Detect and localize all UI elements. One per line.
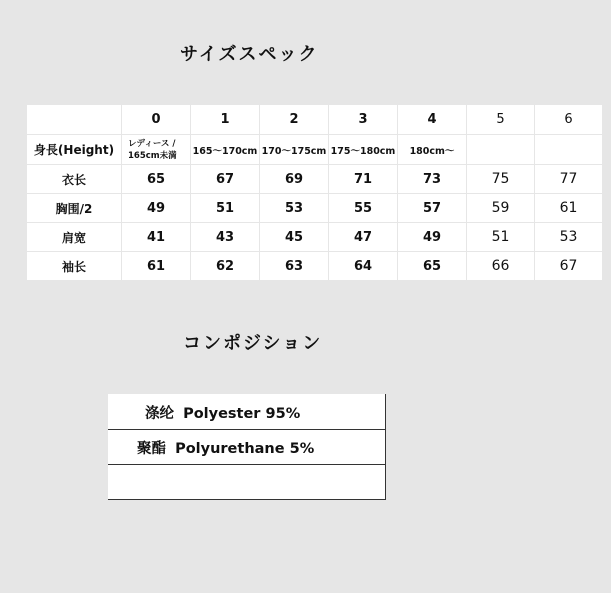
table-cell: 41 xyxy=(122,223,191,252)
table-cell: 71 xyxy=(329,165,398,194)
header-cell-size-1: 1 xyxy=(191,105,260,135)
table-cell: 66 xyxy=(467,252,535,281)
table-cell: 47 xyxy=(329,223,398,252)
composition-row-polyurethane xyxy=(109,430,386,465)
composition-cell xyxy=(109,465,386,500)
row-label-shoulder: 肩宽 xyxy=(27,223,122,252)
table-cell: 65 xyxy=(398,252,467,281)
composition-table xyxy=(108,394,386,500)
table-cell: 49 xyxy=(122,194,191,223)
table-cell: 63 xyxy=(260,252,329,281)
table-cell: 53 xyxy=(535,223,603,252)
composition-cell xyxy=(109,430,386,465)
composition-title: コンポジション xyxy=(183,333,323,354)
table-cell: 65 xyxy=(122,165,191,194)
table-cell: 73 xyxy=(398,165,467,194)
table-cell: 67 xyxy=(535,252,603,281)
table-cell: 49 xyxy=(398,223,467,252)
table-cell: 77 xyxy=(535,165,603,194)
table-row-length xyxy=(27,165,603,194)
size-spec-title: サイズスペック xyxy=(180,44,319,65)
table-cell: 59 xyxy=(467,194,535,223)
table-cell: 53 xyxy=(260,194,329,223)
size-header-row xyxy=(27,105,603,135)
header-cell-size-2: 2 xyxy=(260,105,329,135)
cell-height-size-2: 170～175cm xyxy=(260,135,329,165)
row-label-length: 衣长 xyxy=(27,165,122,194)
cell-height-size-1: 165～170cm xyxy=(191,135,260,165)
table-row-height xyxy=(27,135,603,165)
material-name: Polyurethane xyxy=(175,440,285,457)
material-cn: 聚酯 xyxy=(137,440,166,457)
row-label-height: 身長(Height) xyxy=(27,135,122,165)
size-spec-table xyxy=(26,104,603,281)
table-cell: 67 xyxy=(191,165,260,194)
material-cn: 涤纶 xyxy=(145,405,174,422)
header-cell-size-6: 6 xyxy=(535,105,603,135)
table-cell: 57 xyxy=(398,194,467,223)
header-cell-size-5: 5 xyxy=(467,105,535,135)
cell-height-size-4: 180cm～ xyxy=(398,135,467,165)
header-cell-size-3: 3 xyxy=(329,105,398,135)
table-cell: 62 xyxy=(191,252,260,281)
table-cell: 61 xyxy=(535,194,603,223)
header-cell-blank xyxy=(27,105,122,135)
header-cell-size-0: 0 xyxy=(122,105,191,135)
table-cell: 69 xyxy=(260,165,329,194)
cell-height-size-6 xyxy=(535,135,603,165)
table-cell: 51 xyxy=(467,223,535,252)
table-row-chest xyxy=(27,194,603,223)
table-cell: 64 xyxy=(329,252,398,281)
material-percent: 5% xyxy=(289,440,315,457)
table-row-shoulder xyxy=(27,223,603,252)
composition-row-polyester xyxy=(109,395,386,430)
table-cell: 61 xyxy=(122,252,191,281)
row-label-chest: 胸围/2 xyxy=(27,194,122,223)
table-cell: 75 xyxy=(467,165,535,194)
material-name: Polyester xyxy=(183,405,261,422)
table-cell: 45 xyxy=(260,223,329,252)
header-cell-size-4: 4 xyxy=(398,105,467,135)
table-cell: 55 xyxy=(329,194,398,223)
cell-height-size-0: レディース / 165cm未満 xyxy=(122,135,191,165)
table-cell: 51 xyxy=(191,194,260,223)
composition-cell xyxy=(109,395,386,430)
composition-row-empty xyxy=(109,465,386,500)
table-cell: 43 xyxy=(191,223,260,252)
row-label-sleeve: 袖长 xyxy=(27,252,122,281)
cell-height-size-5 xyxy=(467,135,535,165)
table-row-sleeve xyxy=(27,252,603,281)
material-percent: 95% xyxy=(265,405,301,422)
cell-height-size-3: 175～180cm xyxy=(329,135,398,165)
